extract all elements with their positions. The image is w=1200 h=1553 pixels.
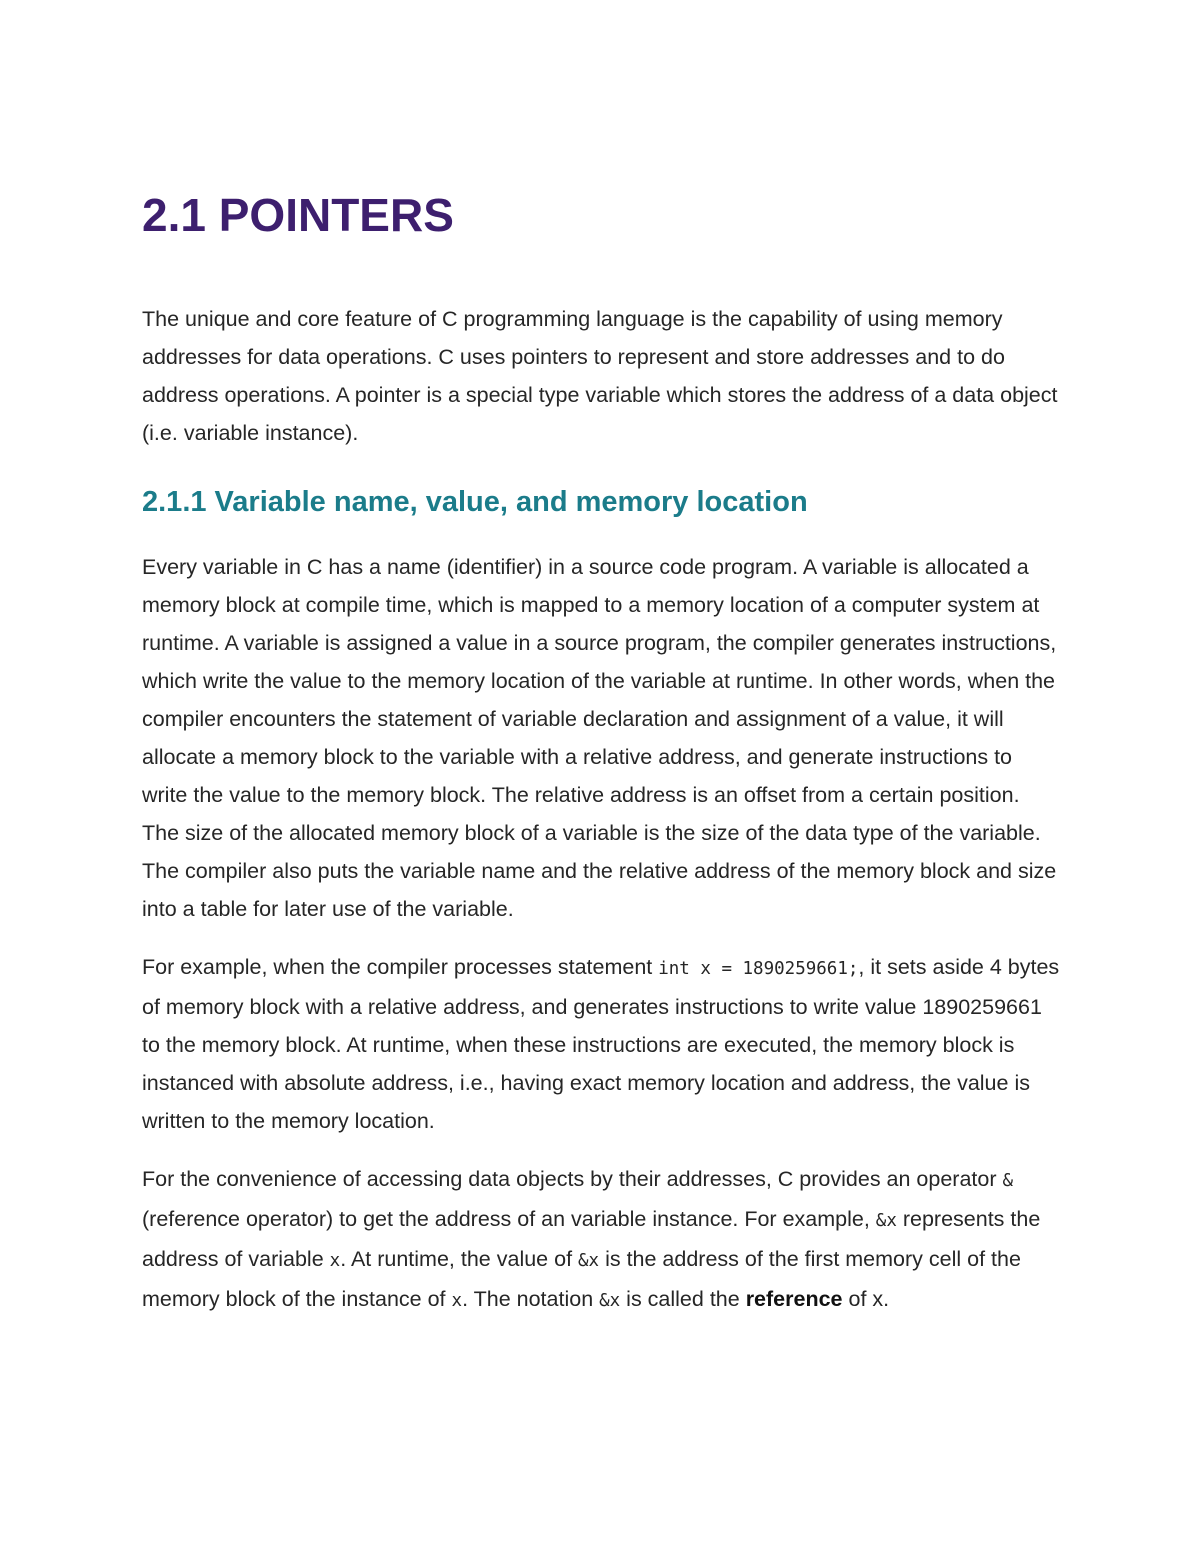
example-paragraph xyxy=(142,948,1062,1140)
text-span: For the convenience of accessing data objects by their addresses, C provides an operator xyxy=(142,1167,1003,1191)
text-span: . The notation xyxy=(462,1287,600,1311)
text-span: (reference operator) to get the address of an variable instance. For example, xyxy=(142,1207,876,1231)
bold-term: reference xyxy=(745,1287,843,1311)
reference-paragraph xyxy=(142,1160,1062,1320)
text-span: is the address of the first memory cell of the memory block of the instance of xyxy=(142,1247,1021,1311)
text-span: For example, when the compiler processes statement xyxy=(142,955,659,979)
variable-paragraph: Every variable in C has a name (identifier) in a source code program. A variable is allocated a memory block at compile time, which is mapped to a memory location of a computer system at runtime. A variable is assigned a value in a source program, the compiler generates instructions, which write the value to the memory location of the variable at runtime. In other words, when the compiler encounters the statement of variable declaration and assignment of a value, it will allocate a memory block to the variable with a relative address, and generate instructions to write the value to the memory block. The relative address is an offset from a certain position. The size of the allocated memory block of a variable is the size of the data type of the variable. The compiler also puts the variable name and the relative address of the memory block and size into a table for later use of the variable. xyxy=(142,555,1057,921)
code-snippet: & xyxy=(1002,1171,1014,1191)
text-span: represents the address of variable xyxy=(142,1207,1041,1271)
code-snippet: &x xyxy=(599,1291,621,1311)
code-snippet: x xyxy=(329,1251,341,1271)
code-snippet: &x xyxy=(875,1211,897,1231)
text-span: . At runtime, the value of xyxy=(340,1247,579,1271)
intro-paragraph: The unique and core feature of C programming language is the capability of using memory addresses for data operations. C uses pointers to represent and store addresses and to do address operations. A pointer is a special type variable which stores the address of a data object (i.e. variable instance). xyxy=(142,307,1058,445)
text-span: of x. xyxy=(842,1287,890,1311)
text-span: , it sets aside 4 bytes of memory block with a relative address, and generates instructions to write value 1890259661 to the memory block. At runtime, when these instructions are executed, the memory block is instanced with absolute address, i.e., having exact memory location and address, the value is written to the memory location. xyxy=(142,955,1060,1133)
code-snippet: int x = 1890259661; xyxy=(658,959,859,979)
document-content xyxy=(142,188,1062,1340)
code-snippet: &x xyxy=(578,1251,600,1271)
code-snippet: x xyxy=(451,1291,463,1311)
text-span: is called the xyxy=(620,1287,746,1311)
subsection-heading: 2.1.1 Variable name, value, and memory location xyxy=(142,486,808,518)
section-heading: 2.1 POINTERS xyxy=(142,189,454,241)
